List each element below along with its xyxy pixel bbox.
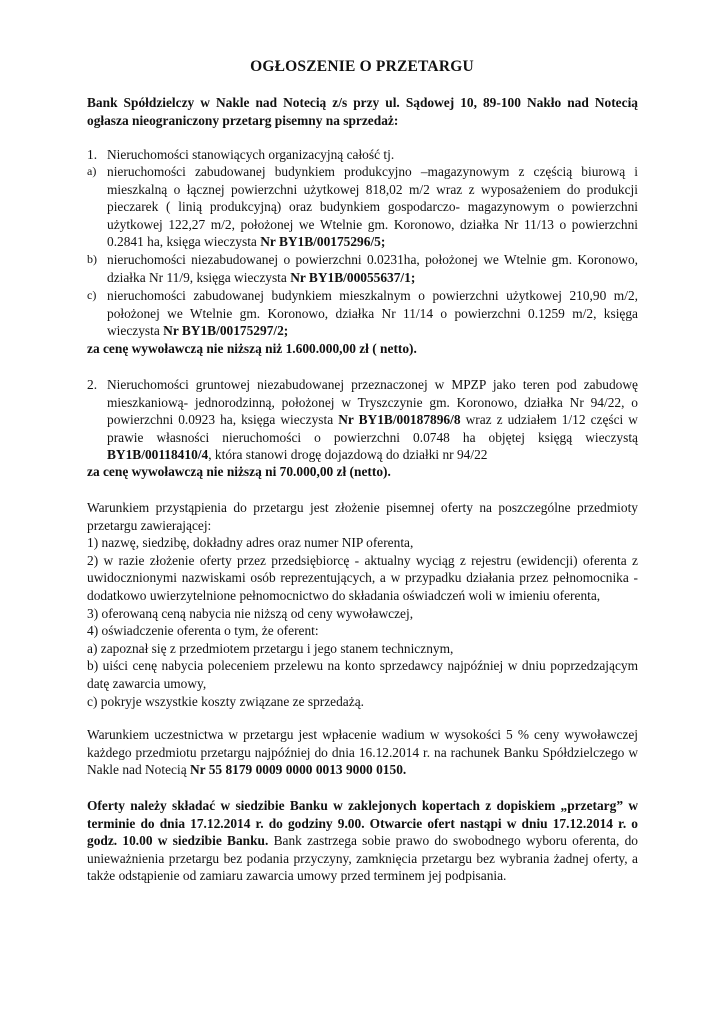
item-1-price: za cenę wywoławczą nie niższą niż 1.600.000,00 zł ( netto). bbox=[87, 341, 417, 356]
item-2 bbox=[87, 376, 638, 464]
item-2-text-1: Nieruchomości gruntowej niezabudowanej przeznaczonej w MPZP jako teren pod zabudowę mieszkaniową- jednorodzinną, położonej w Tryszczynie gm. Koronowo, działka Nr 94/22, o powierzchni 0.0923 ha, księga wieczysta bbox=[107, 377, 638, 428]
item-1a bbox=[87, 163, 638, 251]
offers-reservation-text: Bank zastrzega sobie prawo do swobodnego wyboru oferenta, do unieważnienia przetargu bez podania przyczyny, zamknięcia przetargu bez wybrania żadnej oferty, a także odstąpienie od zamiaru zawarcia umowy przed terminem jej podpisania. bbox=[87, 833, 638, 884]
item-2-number: 2. bbox=[87, 377, 98, 392]
item-1b-label: b) bbox=[87, 252, 97, 266]
condition-item-4a: a) zapoznał się z przedmiotem przetargu i jego stanem technicznym, bbox=[87, 640, 454, 656]
condition-item-2: 2) w razie złożenie oferty przez przedsiębiorcę - aktualny wyciąg z rejestru (ewidencji) oferenta z uwidocznionymi nazwiskami osób reprezentujących, a w przypadku działania przez pełnomocnika - dodatkowo uwierzytelnione pełnomocnictwo do składania oświadczeń woli w imieniu oferenta, bbox=[87, 552, 638, 603]
item-2-text-3: , która stanowi drogę dojazdową do działki nr 94/22 bbox=[208, 447, 488, 463]
item-1c bbox=[87, 287, 638, 340]
item-1c-land-register: Nr BY1B/00175297/2; bbox=[163, 323, 289, 339]
item-1 bbox=[87, 146, 638, 164]
conditions-intro: Warunkiem przystąpienia do przetargu jest złożenie pisemnej oferty na poszczególne przedmioty przetargu zawierającej: bbox=[87, 500, 638, 533]
deposit-paragraph bbox=[87, 726, 638, 779]
item-1b bbox=[87, 251, 638, 286]
item-1c-text: nieruchomości zabudowanej budynkiem mieszkalnym o powierzchni użytkowej 210,90 m/2, położonej we Wtelnie gm. Koronowo, działka Nr 11/14 o powierzchni 0.1259 m/2, księga wieczysta bbox=[107, 288, 638, 339]
condition-item-4: 4) oświadczenie oferenta o tym, że oferent: bbox=[87, 623, 319, 639]
item-2-price: za cenę wywoławczą nie niższą ni 70.000,00 zł (netto). bbox=[87, 464, 391, 479]
page-title: OGŁOSZENIE O PRZETARGU bbox=[250, 58, 474, 75]
item-2-land-register-2: BY1B/00118410/4 bbox=[107, 447, 209, 463]
condition-item-4c: c) pokryje wszystkie koszty związane ze sprzedażą. bbox=[87, 693, 364, 709]
condition-item-3: 3) oferowaną ceną nabycia nie niższą od ceny wywoławczej, bbox=[87, 605, 414, 621]
item-2-text-2: wraz z udziałem 1/12 części w prawie własności nieruchomości o powierzchni 0.0748 ha objętej księgą wieczystą bbox=[107, 412, 638, 445]
item-1a-land-register: Nr BY1B/00175296/5; bbox=[260, 234, 386, 250]
item-1-number: 1. bbox=[87, 147, 98, 162]
offers-paragraph bbox=[87, 797, 638, 885]
conditions-section bbox=[87, 499, 638, 710]
intro-paragraph: Bank Spółdzielczy w Nakle nad Notecią z/s przy ul. Sądowej 10, 89-100 Nakło nad Notecią ogłasza nieograniczony przetarg pisemny na sprzedaż: bbox=[87, 95, 638, 128]
bank-account-number: Nr 55 8179 0009 0000 0013 9000 0150. bbox=[190, 762, 407, 778]
item-1a-label: a) bbox=[87, 164, 97, 178]
item-1b-land-register: Nr BY1B/00055637/1; bbox=[290, 269, 416, 285]
item-1a-text: nieruchomości zabudowanej budynkiem produkcyjno –magazynowym z częścią biurową i mieszkalną o łącznej powierzchni użytkowej 818,02 m/2 wraz z wyposażeniem do produkcji pieczarek ( linią produkcyjną) oraz budynkiem gospodarczo- magazynowym o powierzchni użytkowej 122,27 m/2, położonej we Wtelnie gm. Koronowo, działka Nr 11/13 o powierzchni 0.2841 ha, księga wieczysta bbox=[107, 164, 638, 250]
item-1b-text: nieruchomości niezabudowanej o powierzchni 0.0231ha, położonej we Wtelnie gm. Koronowo, działka Nr 11/9, księga wieczysta bbox=[107, 252, 638, 285]
deposit-text: Warunkiem uczestnictwa w przetargu jest wpłacenie wadium w wysokości 5 % ceny wywoławczej każdego przedmiotu przetargu najpóźniej do dnia 16.12.2014 r. na rachunek Banku Spółdzielczego w Nakle nad Notecią bbox=[87, 727, 638, 778]
item-2-land-register-1: Nr BY1B/00187896/8 bbox=[338, 412, 461, 428]
item-1-heading: Nieruchomości stanowiących organizacyjną całość tj. bbox=[107, 147, 395, 162]
condition-item-4b: b) uiści cenę nabycia poleceniem przelewu na konto sprzedawcy najpóźniej w dniu poprzedzającym datę zawarcia umowy, bbox=[87, 658, 638, 691]
item-1c-label: c) bbox=[87, 288, 97, 302]
offers-deadline-text: Oferty należy składać w siedzibie Banku w zaklejonych kopertach z dopiskiem „przetarg” w terminie do dnia 17.12.2014 r. do godziny 9.00. Otwarcie ofert nastąpi w dniu 17.12.2014 r. o godz. 10.00 w siedzibie Banku. bbox=[87, 798, 638, 849]
condition-item-1: 1) nazwę, siedzibę, dokładny adres oraz numer NIP oferenta, bbox=[87, 535, 414, 551]
